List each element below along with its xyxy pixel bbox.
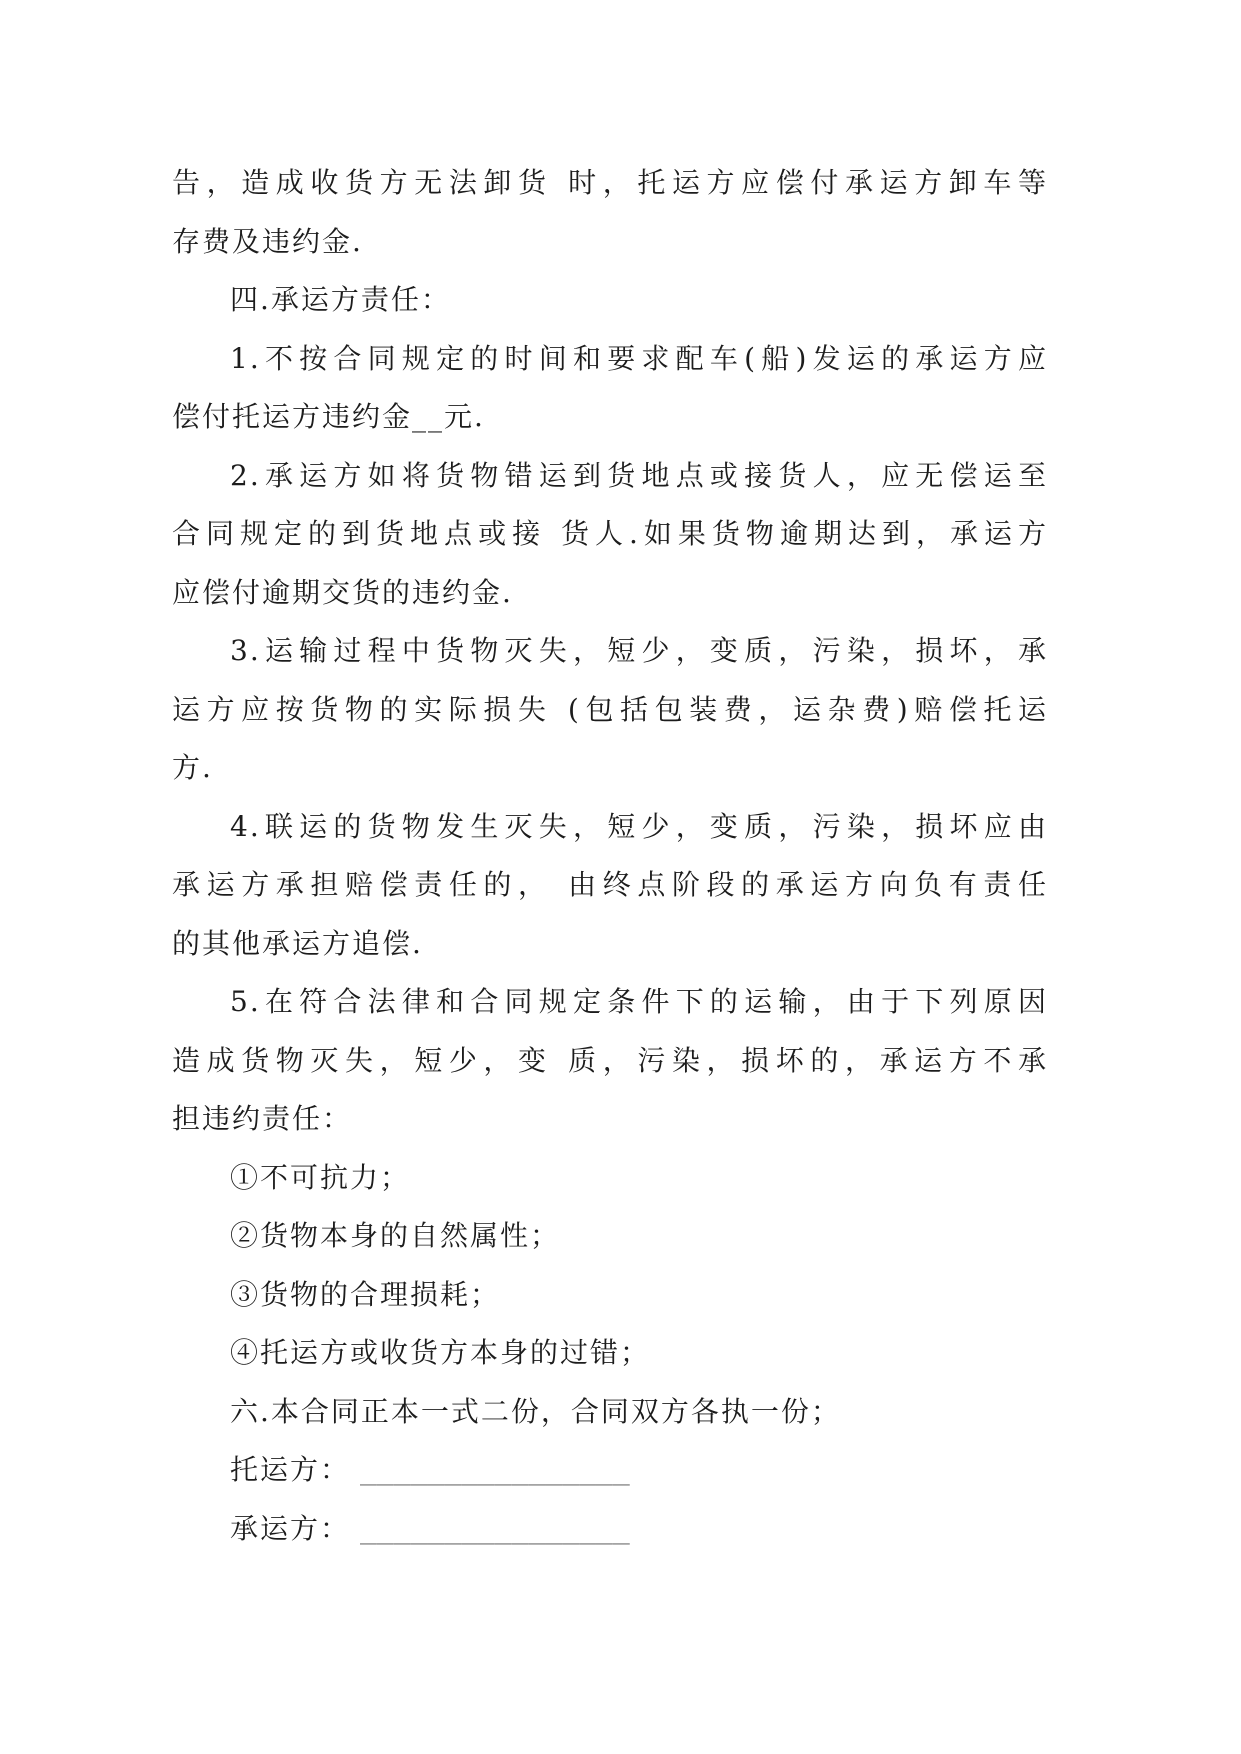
paragraph-line: 运方应按货物的实际损失 (包括包装费，运杂费)赔偿托运	[172, 692, 1048, 726]
list-item	[172, 1149, 1048, 1208]
paragraph-line: 4.联运的货物发生灭失，短少，变质，污染，损坏应由	[230, 809, 1048, 843]
paragraph-line: 1.不按合同规定的时间和要求配车(船)发运的承运方应	[230, 341, 1048, 375]
signature-line-carrier	[172, 1500, 1048, 1559]
paragraph-line: 告，造成收货方无法卸货 时，托运方应偿付承运方卸车等	[172, 166, 1048, 199]
paragraph-line: 造成货物灭失，短少，变 质，污染，损坏的，承运方不承	[172, 1043, 1048, 1077]
paragraph-line: 2.承运方如将货物错运到货地点或接货人，应无偿运至	[230, 458, 1048, 492]
paragraph-line: 3.运输过程中货物灭失，短少，变质，污染，损坏，承	[230, 634, 1048, 667]
list-item-text: ②货物本身的自然属性；	[230, 1219, 561, 1252]
clause-3	[172, 622, 1048, 798]
list-item	[172, 1266, 1048, 1325]
signature-line-shipper	[172, 1441, 1048, 1500]
paragraph-line: 方.	[172, 751, 213, 784]
paragraph-line: 5.在符合法律和合同规定条件下的运输，由于下列原因	[230, 985, 1048, 1018]
document-body	[172, 154, 1048, 1558]
signature-label: 托运方：	[230, 1453, 351, 1486]
section-six	[172, 1383, 1048, 1442]
clause-2	[172, 447, 1048, 623]
clause-4	[172, 798, 1048, 974]
paragraph-line: 六.本合同正本一式二份，合同双方各执一份；	[230, 1394, 841, 1428]
paragraph-continuation	[172, 154, 1048, 271]
clause-5	[172, 973, 1048, 1149]
list-item	[172, 1324, 1048, 1383]
paragraph-line: 应偿付逾期交货的违约金.	[172, 575, 513, 609]
list-item-text: ③货物的合理损耗；	[230, 1277, 501, 1311]
paragraph-line: 存费及违约金.	[172, 224, 363, 258]
signature-label: 承运方：	[230, 1511, 351, 1545]
list-item-text: ①不可抗力；	[230, 1160, 411, 1194]
list-item	[172, 1207, 1048, 1266]
section-heading-text: 四.承运方责任：	[230, 283, 451, 316]
paragraph-line: 合同规定的到货地点或接 货人.如果货物逾期达到，承运方	[172, 517, 1048, 550]
paragraph-line: 担违约责任：	[172, 1102, 353, 1135]
list-item-text: ④托运方或收货方本身的过错；	[230, 1336, 651, 1369]
signature-blank: ________________	[360, 1453, 630, 1486]
paragraph-line: 承运方承担赔偿责任的， 由终点阶段的承运方向负有责任	[172, 868, 1048, 901]
paragraph-line: 偿付托运方违约金__元.	[172, 400, 485, 433]
clause-1	[172, 330, 1048, 447]
signature-blank: ________________	[360, 1511, 630, 1545]
section-heading	[172, 271, 1048, 330]
paragraph-line: 的其他承运方追偿.	[172, 926, 423, 960]
